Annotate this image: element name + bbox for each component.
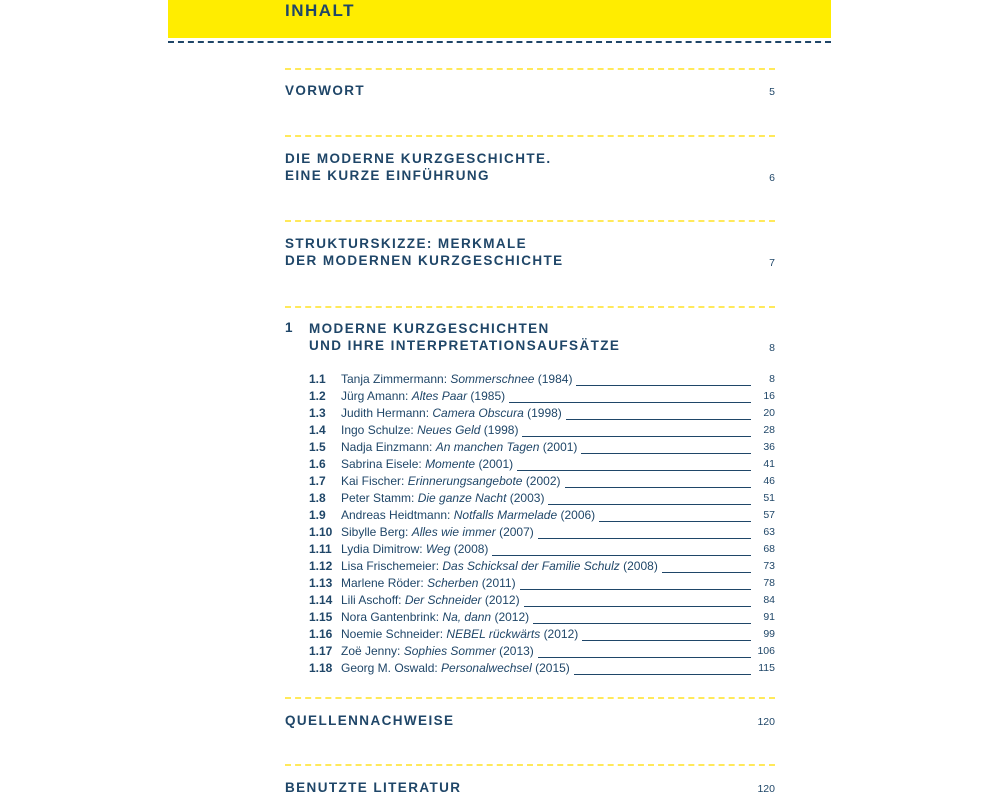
entry-year: (2012)	[484, 593, 520, 607]
entry-page-number: 78	[763, 577, 775, 589]
toc-entry[interactable]	[309, 457, 775, 474]
entry-title: Na, dann	[442, 610, 492, 624]
entry-author: Peter Stamm:	[341, 491, 415, 505]
toc-entry[interactable]	[309, 559, 775, 576]
section-page-number: 7	[769, 257, 775, 269]
toc-section-vorwort[interactable]	[285, 82, 365, 99]
section-title-line: DER MODERNEN KURZGESCHICHTE	[285, 253, 564, 268]
entry-author: Jürg Amann:	[341, 389, 409, 403]
entry-number: 1.6	[309, 457, 326, 471]
toc-chapter-1[interactable]	[309, 320, 620, 354]
entry-page-number: 8	[769, 373, 775, 385]
entry-title: Weg	[425, 542, 451, 556]
entry-title: Sophies Sommer	[403, 644, 496, 658]
entry-text	[341, 372, 576, 386]
entry-title: Alles wie immer	[411, 525, 496, 539]
entry-author: Georg M. Oswald:	[341, 661, 438, 675]
entry-number: 1.4	[309, 423, 326, 437]
entry-text	[341, 474, 565, 488]
entry-page-number: 16	[763, 390, 775, 402]
entry-page-number: 46	[763, 475, 775, 487]
entry-title: Neues Geld	[417, 423, 481, 437]
entry-author: Andreas Heidtmann:	[341, 508, 451, 522]
entry-page-number: 41	[763, 458, 775, 470]
entry-title: Das Schicksal der Familie Schulz	[442, 559, 620, 573]
entry-page-number: 73	[763, 560, 775, 572]
entry-page-number: 51	[763, 492, 775, 504]
entry-author: Ingo Schulze:	[341, 423, 414, 437]
entry-author: Lili Aschoff:	[341, 593, 402, 607]
entry-number: 1.15	[309, 610, 333, 624]
entry-title: Camera Obscura	[432, 406, 524, 420]
entry-title: Sommerschnee	[450, 372, 535, 386]
entry-year: (2015)	[535, 661, 570, 675]
entry-text	[341, 559, 662, 573]
entry-number: 1.8	[309, 491, 326, 505]
entry-year: (1984)	[537, 372, 573, 386]
section-title-line: STRUKTURSKIZZE: MERKMALE	[285, 236, 528, 251]
entry-text	[341, 542, 492, 556]
entry-title: Erinnerungsangebote	[407, 474, 523, 488]
section-title-line: VORWORT	[285, 83, 366, 98]
entry-year: (2013)	[499, 644, 534, 658]
entry-text	[341, 508, 599, 522]
toc-entry[interactable]	[309, 644, 775, 661]
toc-entry[interactable]	[309, 491, 775, 508]
entry-year: (2012)	[543, 627, 579, 641]
entry-title: Notfalls Marmelade	[453, 508, 558, 522]
toc-entry[interactable]	[309, 610, 775, 627]
section-divider	[285, 697, 775, 699]
section-title-line: QUELLENNACHWEISE	[285, 713, 455, 728]
entry-text	[341, 457, 517, 471]
entry-year: (2008)	[453, 542, 489, 556]
entry-number: 1.7	[309, 474, 326, 488]
entry-text	[341, 491, 548, 505]
entry-year: (2008)	[623, 559, 658, 573]
entry-author: Kai Fischer:	[341, 474, 405, 488]
entry-title: Der Schneider	[404, 593, 482, 607]
toc-entry[interactable]	[309, 440, 775, 457]
entry-title: Scherben	[427, 576, 479, 590]
entry-number: 1.5	[309, 440, 326, 454]
section-page-number: 6	[769, 172, 775, 184]
entry-number: 1.13	[309, 576, 333, 590]
entry-title: NEBEL rückwärts	[446, 627, 541, 641]
toc-entry[interactable]	[309, 542, 775, 559]
entry-author: Sabrina Eisele:	[341, 457, 422, 471]
entry-title: An manchen Tagen	[435, 440, 540, 454]
entry-text	[341, 661, 574, 675]
toc-entry[interactable]	[309, 474, 775, 491]
section-divider	[285, 68, 775, 70]
section-divider	[285, 764, 775, 766]
toc-section-strukturskizze[interactable]	[285, 235, 564, 269]
entry-year: (2001)	[478, 457, 514, 471]
entry-number: 1.1	[309, 372, 326, 386]
section-divider	[285, 306, 775, 308]
entry-text	[341, 389, 509, 403]
entry-year: (1985)	[470, 389, 506, 403]
toc-entry[interactable]	[309, 627, 775, 644]
entry-text	[341, 593, 524, 607]
chapter-title-line: UND IHRE INTERPRETATIONSAUFSÄTZE	[309, 338, 621, 353]
entry-text	[341, 525, 538, 539]
section-title-line: BENUTZTE LITERATUR	[285, 780, 462, 795]
entry-number: 1.18	[309, 661, 333, 675]
toc-entry[interactable]	[309, 389, 775, 406]
entry-number: 1.12	[309, 559, 333, 573]
toc-entry[interactable]	[309, 525, 775, 542]
entry-title: Momente	[425, 457, 476, 471]
chapter-page-number: 8	[769, 342, 775, 354]
header-divider	[168, 41, 831, 43]
entry-text	[341, 406, 566, 420]
entry-text	[341, 644, 538, 658]
entry-page-number: 99	[763, 628, 775, 640]
header-bar	[168, 0, 831, 38]
entry-number: 1.16	[309, 627, 333, 641]
entry-text	[341, 440, 581, 454]
toc-entry[interactable]	[309, 406, 775, 423]
toc-entry[interactable]	[309, 593, 775, 610]
entry-page-number: 28	[763, 424, 775, 436]
entry-page-number: 68	[763, 543, 775, 555]
section-divider	[285, 135, 775, 137]
entry-year: (2007)	[499, 525, 534, 539]
entry-author: Tanja Zimmermann:	[341, 372, 448, 386]
entry-title: Die ganze Nacht	[417, 491, 507, 505]
entry-number: 1.17	[309, 644, 333, 658]
section-page-number: 120	[757, 783, 775, 795]
entry-number: 1.11	[309, 542, 332, 556]
entry-year: (1998)	[527, 406, 562, 420]
chapter-number: 1	[285, 320, 293, 335]
toc-entry[interactable]	[309, 576, 775, 593]
entry-author: Lisa Frischemeier:	[341, 559, 440, 573]
entry-author: Judith Hermann:	[341, 406, 430, 420]
entry-year: (2006)	[560, 508, 596, 522]
toc-entry[interactable]	[309, 423, 775, 440]
entry-author: Marlene Röder:	[341, 576, 424, 590]
entry-page-number: 63	[763, 526, 775, 538]
entry-page-number: 20	[763, 407, 775, 419]
entry-number: 1.14	[309, 593, 333, 607]
toc-entry[interactable]	[309, 372, 775, 389]
toc-section-einfuehrung[interactable]	[285, 150, 552, 184]
entry-number: 1.10	[309, 525, 333, 539]
section-divider	[285, 220, 775, 222]
entry-text	[341, 423, 522, 437]
entry-number: 1.2	[309, 389, 326, 403]
entry-year: (2003)	[509, 491, 545, 505]
toc-section-literatur[interactable]	[285, 779, 461, 796]
entry-page-number: 91	[763, 611, 775, 623]
entry-year: (2001)	[542, 440, 578, 454]
entry-page-number: 36	[763, 441, 775, 453]
toc-section-quellennachweise[interactable]	[285, 712, 454, 729]
entry-year: (2012)	[494, 610, 530, 624]
entry-year: (2011)	[481, 576, 516, 590]
entry-text	[341, 576, 520, 590]
entry-text	[341, 627, 582, 641]
page-title: INHALT	[285, 1, 356, 20]
entry-author: Nora Gantenbrink:	[341, 610, 440, 624]
entry-author: Sibylle Berg:	[341, 525, 409, 539]
entry-page-number: 84	[763, 594, 775, 606]
entry-number: 1.3	[309, 406, 326, 420]
section-title-line: EINE KURZE EINFÜHRUNG	[285, 168, 490, 183]
section-title-line: DIE MODERNE KURZGESCHICHTE.	[285, 151, 552, 166]
entry-author: Nadja Einzmann:	[341, 440, 433, 454]
entry-year: (2002)	[525, 474, 561, 488]
entry-page-number: 57	[763, 509, 775, 521]
entry-year: (1998)	[483, 423, 519, 437]
entry-page-number: 115	[758, 662, 775, 674]
entry-author: Noemie Schneider:	[341, 627, 444, 641]
entry-title: Altes Paar	[411, 389, 468, 403]
toc-entry[interactable]	[309, 508, 775, 525]
toc-entry[interactable]	[309, 661, 775, 678]
entry-text	[341, 610, 533, 624]
entry-author: Lydia Dimitrow:	[341, 542, 423, 556]
entry-author: Zoë Jenny:	[341, 644, 401, 658]
section-page-number: 5	[769, 86, 775, 98]
entry-page-number: 106	[757, 645, 775, 657]
section-page-number: 120	[757, 716, 775, 728]
entry-title: Personalwechsel	[441, 661, 532, 675]
entry-number: 1.9	[309, 508, 326, 522]
chapter-title-line: MODERNE KURZGESCHICHTEN	[309, 321, 550, 336]
